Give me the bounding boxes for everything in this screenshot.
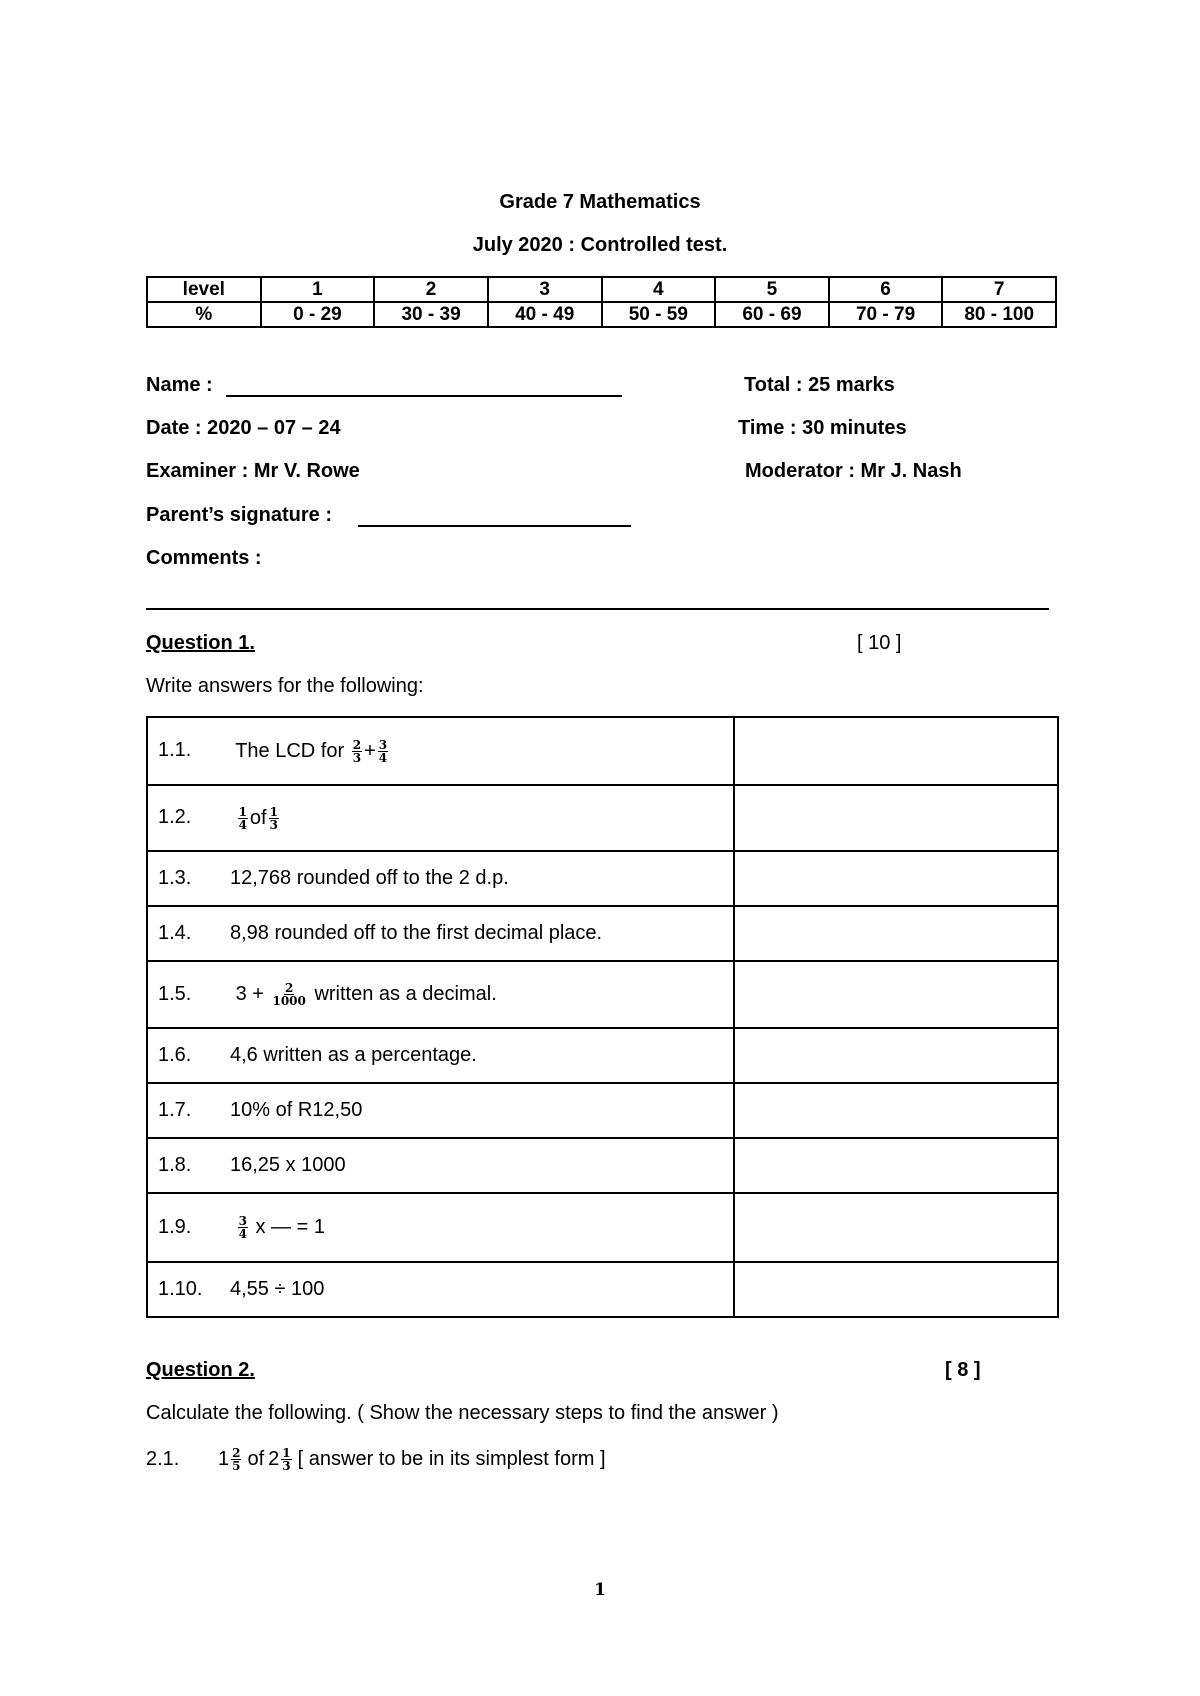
levels-cell: 7 (942, 277, 1056, 302)
question-number: 1.4. (158, 922, 192, 944)
fraction (231, 1447, 241, 1472)
question-cell (147, 961, 734, 1028)
question2-item (146, 1447, 606, 1472)
numerator: 3 (238, 1214, 247, 1228)
levels-cell: level (147, 277, 261, 302)
question-text: The LCD for (235, 739, 345, 762)
levels-cell: 6 (829, 277, 943, 302)
answer-cell[interactable] (734, 1193, 1058, 1262)
question2-heading: Question 2. (146, 1359, 255, 1381)
table-row (147, 1083, 1058, 1138)
percent-row (147, 302, 1056, 327)
percent-cell: 0 - 29 (261, 302, 375, 327)
question-text: 3 + (235, 982, 264, 1005)
numerator: 2 (285, 981, 294, 995)
question-cell (147, 1138, 734, 1193)
denominator: 3 (282, 1459, 291, 1473)
fraction (378, 739, 388, 764)
denominator: 1000 (272, 994, 306, 1008)
question-cell (147, 785, 734, 851)
levels-table (146, 276, 1057, 328)
denominator: 4 (238, 817, 247, 832)
question-text: written as a decimal. (314, 982, 497, 1005)
table-row (147, 961, 1058, 1028)
numerator: 1 (238, 804, 247, 819)
percent-cell: 30 - 39 (374, 302, 488, 327)
question-cell (147, 1193, 734, 1262)
numerator: 1 (269, 804, 278, 819)
denominator: 5 (232, 1459, 241, 1473)
comments-field[interactable] (146, 608, 1049, 610)
question-cell (147, 1083, 734, 1138)
denominator: 3 (269, 817, 278, 832)
table-row (147, 851, 1058, 906)
question-text: 8,98 rounded off to the first decimal place. (230, 922, 603, 944)
percent-cell: 70 - 79 (829, 302, 943, 327)
page-subtitle: July 2020 : Controlled test. (472, 234, 728, 256)
question-number: 1.2. (158, 806, 192, 829)
answer-cell[interactable] (734, 1083, 1058, 1138)
answer-cell[interactable] (734, 785, 1058, 851)
test-time: Time : 30 minutes (738, 417, 907, 439)
answer-cell[interactable] (734, 1028, 1058, 1083)
question-cell (147, 717, 734, 785)
percent-cell: 40 - 49 (488, 302, 602, 327)
whole-number: 2 (268, 1448, 280, 1470)
table-row (147, 906, 1058, 961)
question1-table (146, 716, 1059, 1318)
question-text: 10% of R12,50 (230, 1099, 363, 1121)
mixed-number (268, 1447, 293, 1472)
question-text: 12,768 rounded off to the 2 d.p. (230, 867, 509, 889)
question-cell (147, 851, 734, 906)
answer-cell[interactable] (734, 961, 1058, 1028)
signature-label: Parent’s signature : (146, 504, 332, 526)
fraction (269, 806, 279, 831)
answer-cell[interactable] (734, 851, 1058, 906)
question-number: 1.9. (158, 1215, 192, 1238)
question2-marks: [ 8 ] (945, 1359, 981, 1381)
question-text: 4,6 written as a percentage. (230, 1044, 477, 1066)
operator: + (364, 739, 376, 762)
numerator: 1 (282, 1446, 291, 1460)
question-text: of (247, 1448, 265, 1470)
percent-cell: 60 - 69 (715, 302, 829, 327)
table-row (147, 1138, 1058, 1193)
page-number: 1 (594, 1580, 606, 1600)
answer-cell[interactable] (734, 717, 1058, 785)
table-row (147, 1028, 1058, 1083)
name-label: Name : (146, 374, 213, 396)
answer-cell[interactable] (734, 906, 1058, 961)
comments-label: Comments : (146, 547, 262, 569)
question-number: 1.1. (158, 739, 192, 762)
question-number: 1.3. (158, 867, 192, 889)
question2-instruction: Calculate the following. ( Show the necessary steps to find the answer ) (146, 1402, 779, 1424)
name-field[interactable] (226, 395, 622, 397)
question-number: 1.5. (158, 982, 192, 1005)
question-number: 2.1. (146, 1448, 180, 1470)
question-number: 1.10. (158, 1278, 203, 1300)
question1-instruction: Write answers for the following: (146, 675, 424, 697)
fraction (238, 1215, 248, 1240)
levels-cell: 5 (715, 277, 829, 302)
fraction (271, 982, 306, 1007)
question1-heading: Question 1. (146, 632, 255, 654)
page-title: Grade 7 Mathematics (499, 191, 701, 213)
answer-cell[interactable] (734, 1262, 1058, 1317)
denominator: 4 (238, 1227, 247, 1241)
question-text: 16,25 x 1000 (230, 1154, 346, 1176)
numerator: 2 (352, 737, 362, 752)
examiner: Examiner : Mr V. Rowe (146, 460, 360, 482)
fraction (352, 739, 362, 764)
numerator: 2 (232, 1446, 241, 1460)
percent-cell: % (147, 302, 261, 327)
levels-cell: 2 (374, 277, 488, 302)
question-number: 1.8. (158, 1154, 192, 1176)
levels-cell: 3 (488, 277, 602, 302)
denominator: 4 (378, 750, 388, 765)
question-text: x — = 1 (255, 1215, 325, 1238)
table-row (147, 785, 1058, 851)
levels-cell: 1 (261, 277, 375, 302)
question-cell (147, 1028, 734, 1083)
percent-cell: 80 - 100 (942, 302, 1056, 327)
fraction (281, 1447, 291, 1472)
question-text: [ answer to be in its simplest form ] (297, 1448, 606, 1470)
levels-cell: 4 (602, 277, 716, 302)
numerator: 3 (378, 737, 388, 752)
table-row (147, 717, 1058, 785)
levels-row (147, 277, 1056, 302)
question-cell (147, 906, 734, 961)
question-cell (147, 1262, 734, 1317)
fraction (238, 806, 248, 831)
question-text: 4,55 ÷ 100 (230, 1278, 325, 1300)
question-number: 1.7. (158, 1099, 192, 1121)
signature-field[interactable] (358, 525, 631, 527)
denominator: 3 (352, 750, 362, 765)
question-text: of (249, 806, 267, 829)
moderator: Moderator : Mr J. Nash (745, 460, 962, 482)
question1-marks: [ 10 ] (857, 632, 902, 654)
table-row (147, 1262, 1058, 1317)
table-row (147, 1193, 1058, 1262)
whole-number: 1 (218, 1448, 230, 1470)
total-marks: Total : 25 marks (744, 374, 895, 396)
question-number: 1.6. (158, 1044, 192, 1066)
mixed-number (218, 1447, 243, 1472)
answer-cell[interactable] (734, 1138, 1058, 1193)
test-date: Date : 2020 – 07 – 24 (146, 417, 341, 439)
percent-cell: 50 - 59 (602, 302, 716, 327)
